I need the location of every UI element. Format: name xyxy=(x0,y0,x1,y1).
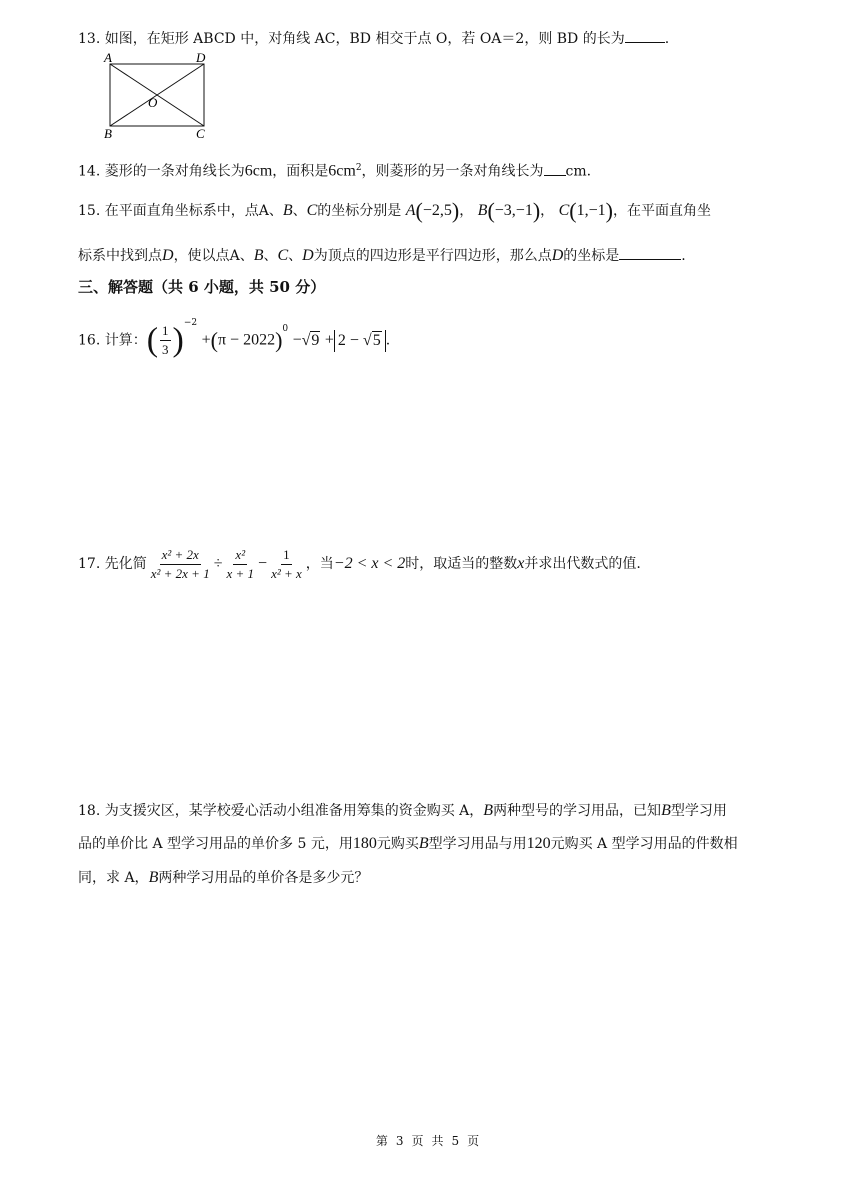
q15-sep3: 、 xyxy=(239,248,254,264)
q15-paren: ) xyxy=(605,198,613,223)
q15-point-d3: D xyxy=(551,247,564,264)
q15-text-g: 的坐标是 xyxy=(563,248,620,264)
q17-var: x xyxy=(517,555,525,572)
q17-divide: ÷ xyxy=(213,555,223,572)
q15-point-c2: C xyxy=(277,247,289,264)
q18-text-9: 两种学习用品的单价各是多少元？ xyxy=(158,870,369,886)
q17-tail-a: 时，取适当的整数 xyxy=(405,556,518,572)
q13-body: 如图，在矩形 ABCD 中，对角线 AC，BD 相交于点 O，若 OA＝2，则 BD 的长为 xyxy=(104,31,625,47)
label-C: C xyxy=(196,126,205,141)
rectangle-figure xyxy=(100,50,220,142)
q16-text xyxy=(78,312,390,362)
q15-paren: ( xyxy=(487,198,495,223)
q15-sep2: 、 xyxy=(292,203,307,219)
q16-plus2: + xyxy=(324,331,334,349)
q15-line1: 15. 在平面直角坐标系中，点A、B、C的坐标分别是 A(−2,5)， B(−3,−1)， C(1,−1)，在平面直角坐 xyxy=(78,198,711,223)
footer-page: 3 xyxy=(395,1134,404,1148)
q15-text-a: 在平面直角坐标系中，点 xyxy=(104,203,259,219)
q15-answer-blank xyxy=(619,245,681,260)
q15-coord-a-label: A xyxy=(405,202,416,219)
q17-fraction3 xyxy=(269,547,304,582)
q18-b1: B xyxy=(483,802,494,819)
q16-paren: ) xyxy=(275,327,283,353)
footer-b: 页 xyxy=(411,1134,424,1148)
q15-point-d: D xyxy=(162,247,174,264)
q16-sqrt1-radicand: 9 xyxy=(311,331,320,349)
q17-tail-b: 并求出代数式的值. xyxy=(524,556,641,572)
q15-paren: ( xyxy=(569,198,577,223)
label-B: B xyxy=(104,126,112,141)
q16-plus1: + xyxy=(201,331,211,349)
q17-inequality: −2 < x < 2 xyxy=(333,555,406,572)
q14-sup: 2 xyxy=(355,163,362,173)
q18-text-6: 型学习用品与用 xyxy=(428,836,527,852)
footer-total: 5 xyxy=(451,1134,460,1148)
q15-coord-b-label: B xyxy=(477,202,488,219)
q17-f2-den: x + 1 xyxy=(226,565,255,581)
q17-mid: ，当 xyxy=(305,556,334,572)
q18-text-3: 型学习用 xyxy=(670,803,727,819)
q15-point-c: C xyxy=(306,202,318,219)
q18-b2: B xyxy=(661,802,671,819)
q15-point-a2: A xyxy=(229,248,240,264)
page-footer xyxy=(0,1132,855,1149)
q15-coord-c-value: 1,−1 xyxy=(576,202,606,219)
q14-number: 14. xyxy=(78,163,101,180)
q14-unit: cm. xyxy=(565,163,592,180)
q15-point-a: A xyxy=(258,203,269,219)
q13-answer-blank xyxy=(625,28,665,43)
q16-frac-num: 1 xyxy=(160,323,171,341)
q15-text-d: 标系中找到点 xyxy=(78,248,162,264)
q16-number: 16. xyxy=(78,332,101,349)
q17-text xyxy=(78,542,641,586)
q16-paren: ( xyxy=(146,321,159,359)
q18-text-8: 同，求 A， xyxy=(78,870,149,886)
q17-f3-den: x² + x xyxy=(271,565,302,581)
q14-val1: 6cm xyxy=(244,162,273,180)
q17-number: 17. xyxy=(78,556,101,572)
q14-part2: ，面积是 xyxy=(272,163,329,180)
q15-end: . xyxy=(681,248,686,264)
q15-sep5: 、 xyxy=(288,248,303,264)
label-A: A xyxy=(104,50,112,65)
q16-label: 计算： xyxy=(104,332,147,349)
q18-text-2: 两种型号的学习用品，已知 xyxy=(493,803,662,819)
q15-coord-b-value: −3,−1 xyxy=(494,202,533,219)
q15-text-e: ，使以点 xyxy=(173,248,230,264)
q18-line2 xyxy=(78,834,738,854)
q17-f1-den: x² + 2x + 1 xyxy=(150,565,210,581)
q16-sqrt2-radicand: 5 xyxy=(372,331,381,349)
q17-label: 先化简 xyxy=(104,556,147,572)
q15-coord-c-label: C xyxy=(558,202,570,219)
q13-end: . xyxy=(664,31,670,47)
q15-text-b: 的坐标分别是 xyxy=(317,203,402,219)
q18-text-7: 元购买 A 型学习用品的件数相 xyxy=(550,836,738,852)
q14-part1: 菱形的一条对角线长为 xyxy=(104,163,245,180)
q14-answer-blank xyxy=(544,161,566,176)
q16-abs: 2 − √5 xyxy=(334,330,386,352)
q16-frac-den: 3 xyxy=(162,342,169,358)
q16-exp1: −2 xyxy=(183,318,198,328)
q16-minus1: − xyxy=(292,331,302,349)
q16-exp2: 0 xyxy=(282,324,289,334)
q15-text-f: 为顶点的四边形是平行四边形，那么点 xyxy=(313,248,552,264)
q17-minus: − xyxy=(258,555,268,572)
q15-sep4: 、 xyxy=(263,248,278,264)
q16-paren: ) xyxy=(172,321,184,359)
q18-text-1: 为支援灾区，某学校爱心活动小组准备用筹集的资金购买 A， xyxy=(104,803,484,819)
q18-b4: B xyxy=(148,869,159,886)
q15-paren: ) xyxy=(451,198,460,223)
q16-sqrt1: √9 xyxy=(301,331,320,349)
footer-c: 共 xyxy=(431,1134,444,1148)
q17-f1-num: x² + 2x xyxy=(160,547,201,565)
q15-text-c: ，在平面直角坐 xyxy=(612,203,711,219)
q15-paren: ) xyxy=(532,198,541,223)
label-O: O xyxy=(148,95,158,110)
q18-n1: 180 xyxy=(352,835,377,852)
q17-fraction1 xyxy=(149,547,212,582)
label-D: D xyxy=(196,50,206,65)
q13-text xyxy=(78,28,669,49)
q18-b3: B xyxy=(418,835,429,852)
q15-paren: ( xyxy=(415,198,423,223)
q18-number: 18. xyxy=(78,803,101,819)
section-heading: 三、解答题（共 6 小题，共 50 分） xyxy=(78,278,326,296)
q14-part3: ，则菱形的另一条对角线长为 xyxy=(361,163,544,180)
q17-f3-num: 1 xyxy=(281,547,292,565)
q17-f2-num: x² xyxy=(233,547,247,565)
q16-abs-a: 2 − xyxy=(337,331,359,349)
q18-line3 xyxy=(78,868,368,888)
q16-end: . xyxy=(385,332,391,349)
q18-n2: 120 xyxy=(526,835,551,852)
footer-a: 第 xyxy=(375,1134,388,1148)
q14-text xyxy=(78,158,591,182)
q18-text-5: 元购买 xyxy=(376,836,419,852)
q15-point-b: B xyxy=(282,202,293,219)
q13-number: 13. xyxy=(78,31,101,47)
footer-d: 页 xyxy=(467,1134,480,1148)
q15-coord-a-value: −2,5 xyxy=(422,202,452,219)
q14-val2: 6cm xyxy=(328,162,356,180)
q15-point-d2: D xyxy=(302,247,314,264)
q18-line1 xyxy=(78,801,727,821)
q15-line2 xyxy=(78,245,686,266)
q15-point-b2: B xyxy=(253,247,264,264)
q15-sep1: 、 xyxy=(268,203,283,219)
q16-fraction xyxy=(160,323,171,358)
q17-fraction2 xyxy=(224,547,256,582)
q16-paren-content: π − 2022 xyxy=(217,331,276,349)
q16-paren: ( xyxy=(210,327,218,353)
q18-text-4: 品的单价比 A 型学习用品的单价多 5 元，用 xyxy=(78,836,353,852)
q15-number: 15. xyxy=(78,203,101,219)
